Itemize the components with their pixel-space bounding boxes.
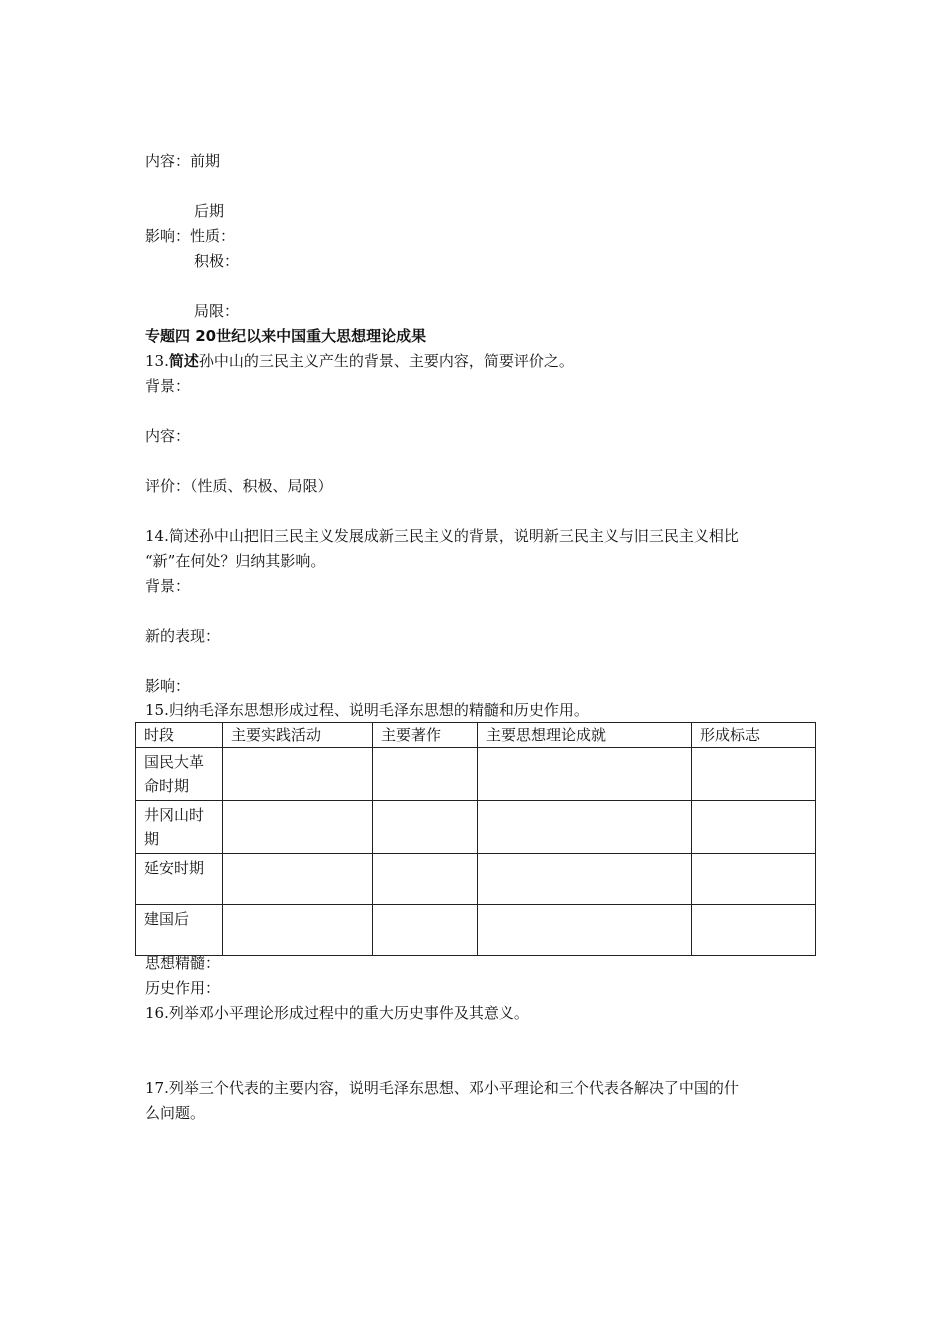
- empty-cell: [478, 748, 692, 801]
- empty-cell: [223, 905, 373, 956]
- q14-influence-label: 影响：: [145, 677, 191, 695]
- q14-new-label: 新的表现：: [145, 627, 221, 645]
- empty-cell: [373, 801, 478, 854]
- positive-label: 积极：: [194, 252, 240, 270]
- empty-cell: [478, 854, 692, 905]
- empty-cell: [692, 905, 816, 956]
- topic4-heading: 专题四 20世纪以来中国重大思想理论成果: [145, 327, 427, 345]
- table-row: [136, 801, 816, 854]
- header-achievements: 主要思想理论成就: [478, 723, 692, 748]
- empty-cell: [223, 854, 373, 905]
- header-works: 主要著作: [373, 723, 478, 748]
- period-cell: 延安时期: [136, 854, 223, 905]
- q17-question-line2: 么问题。: [145, 1104, 206, 1122]
- q15-essence-label: 思想精髓：: [145, 954, 221, 972]
- empty-cell: [223, 748, 373, 801]
- q13-question: 13.简述孙中山的三民主义产生的背景、主要内容，简要评价之。: [145, 352, 574, 370]
- section3-content-label: 内容：前期: [145, 152, 221, 170]
- empty-cell: [692, 854, 816, 905]
- table-row: [136, 748, 816, 801]
- q14-background-label: 背景：: [145, 577, 191, 595]
- empty-cell: [373, 854, 478, 905]
- period-cell: 井冈山时 期: [136, 801, 223, 854]
- q15-question: 15.归纳毛泽东思想形成过程、说明毛泽东思想的精髓和历史作用。: [145, 701, 589, 719]
- header-marker: 形成标志: [692, 723, 816, 748]
- q13-emphasis: 简述: [168, 352, 199, 370]
- empty-cell: [373, 905, 478, 956]
- early-label: 前期: [190, 152, 221, 170]
- q15-role-label: 历史作用：: [145, 979, 221, 997]
- nature-label: 性质：: [190, 227, 236, 245]
- period-cell: 建国后: [136, 905, 223, 956]
- q16-question: 16.列举邓小平理论形成过程中的重大历史事件及其意义。: [145, 1004, 529, 1022]
- table-row: [136, 905, 816, 956]
- late-label: 后期: [194, 202, 225, 220]
- period-cell: 国民大革 命时期: [136, 748, 223, 801]
- mao-thought-table: [135, 722, 816, 956]
- empty-cell: [692, 748, 816, 801]
- q17-question-line1: 17.列举三个代表的主要内容，说明毛泽东思想、邓小平理论和三个代表各解决了中国的什: [145, 1079, 739, 1097]
- empty-cell: [478, 801, 692, 854]
- q14-question-line1: 14.简述孙中山把旧三民主义发展成新三民主义的背景，说明新三民主义与旧三民主义相比: [145, 527, 739, 545]
- header-period: 时段: [136, 723, 223, 748]
- q14-question-line2: “新”在何处？归纳其影响。: [145, 552, 326, 570]
- limits-label: 局限：: [194, 302, 240, 320]
- influence-line: 影响：性质：: [145, 227, 236, 245]
- empty-cell: [478, 905, 692, 956]
- table-row: [136, 854, 816, 905]
- empty-cell: [692, 801, 816, 854]
- header-practice: 主要实践活动: [223, 723, 373, 748]
- q13-background-label: 背景：: [145, 377, 191, 395]
- q13-content-label: 内容：: [145, 427, 191, 445]
- empty-cell: [223, 801, 373, 854]
- q13-evaluation-label: 评价：（性质、积极、局限）: [145, 477, 333, 495]
- table-header-row: [136, 723, 816, 748]
- empty-cell: [373, 748, 478, 801]
